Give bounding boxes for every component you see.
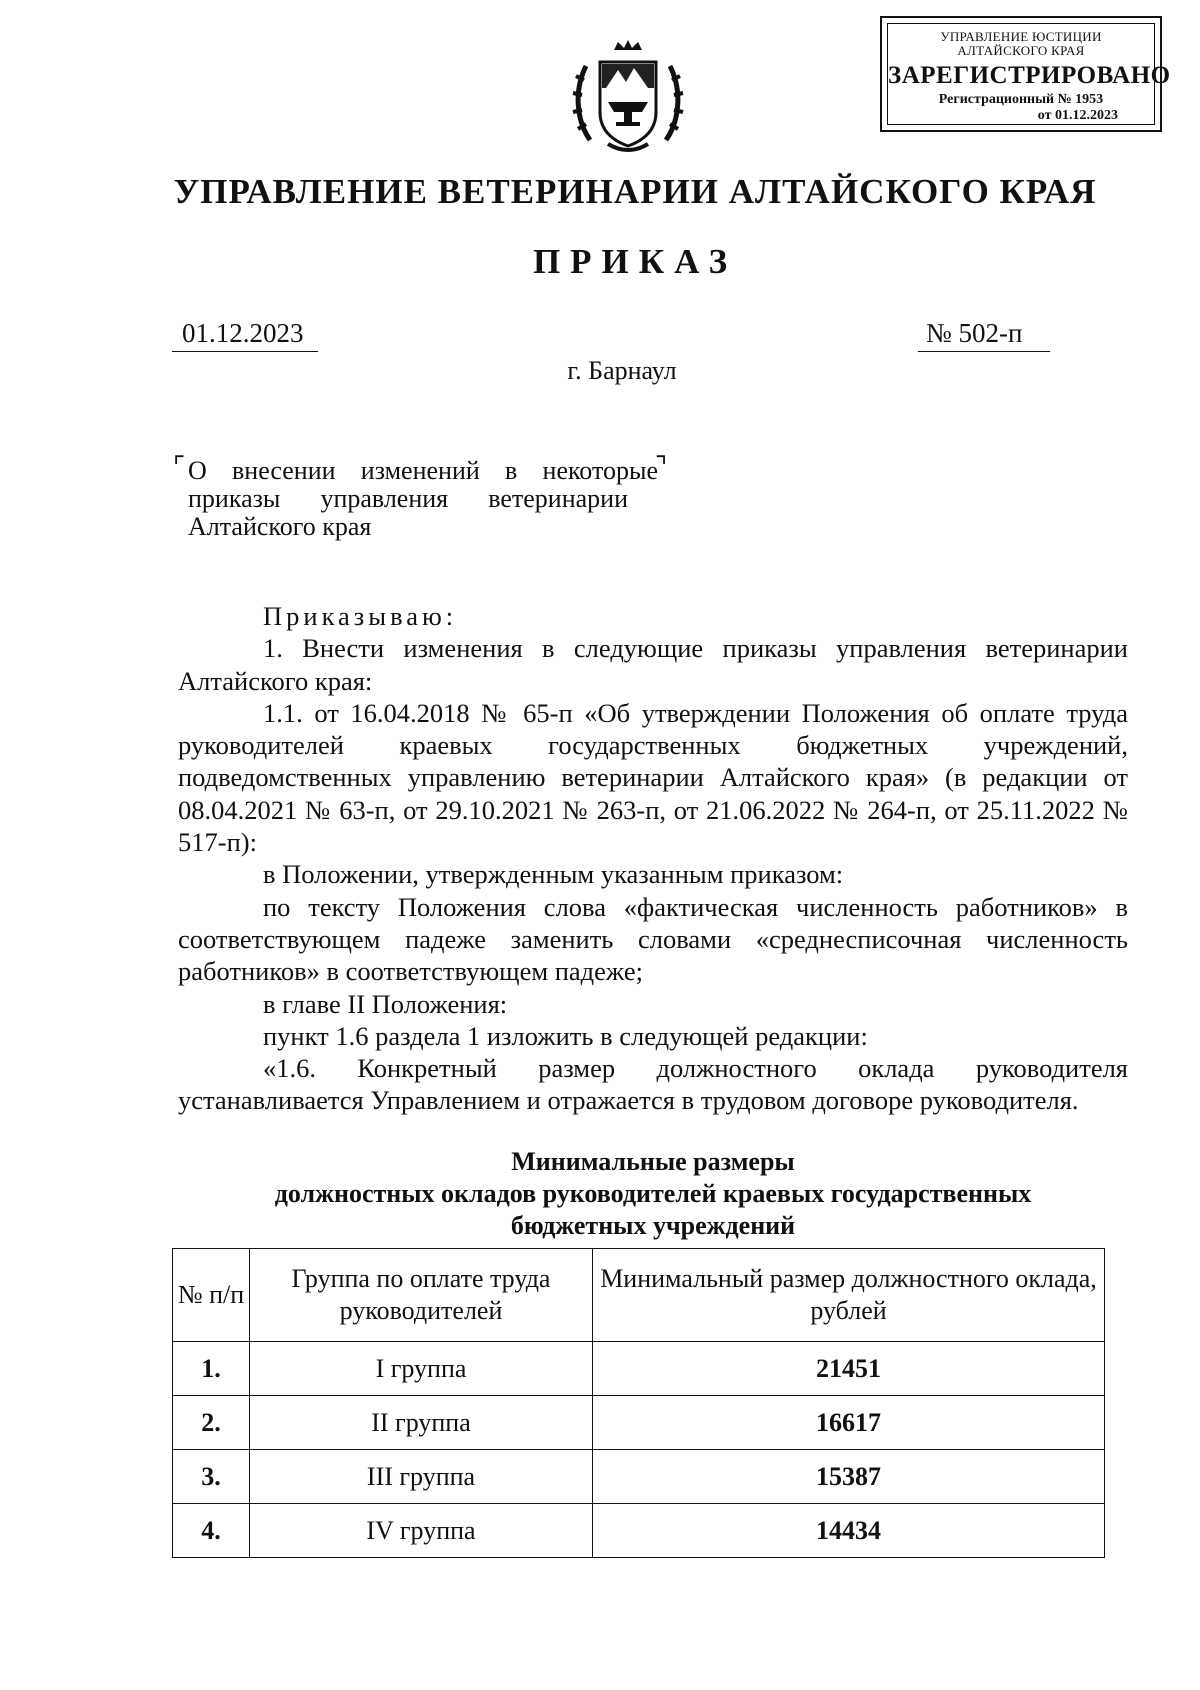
stamp-registration-date: от 01.12.2023 (1037, 108, 1118, 123)
table-row (173, 1342, 1105, 1396)
row-group: IV группа (250, 1504, 593, 1558)
subject-line-2: приказы управления ветеринарии (188, 484, 628, 513)
row-group: I группа (250, 1342, 593, 1396)
document-date: 01.12.2023 (172, 318, 318, 352)
row-group: III группа (250, 1450, 593, 1504)
body-paragraph-3: в Положении, утвержденным указанным приказом: (263, 859, 844, 890)
body-paragraph-7: «1.6. Конкретный размер должностного оклада руководителя устанавливается Управлением и отражается в трудовом договоре руководителя. (178, 1053, 1128, 1116)
table-title (178, 1146, 1128, 1242)
row-salary: 16617 (593, 1396, 1105, 1450)
registration-stamp (880, 16, 1171, 132)
stamp-inner-frame (887, 23, 1171, 125)
document-body (178, 600, 1128, 1117)
salary-table (172, 1248, 1105, 1558)
table-header-row (173, 1249, 1105, 1342)
row-salary: 21451 (593, 1342, 1105, 1396)
body-paragraph-6: пункт 1.6 раздела 1 изложить в следующей редакции: (263, 1020, 868, 1051)
stamp-status: ЗАРЕГИСТРИРОВАНО (888, 62, 1171, 89)
header-salary: Минимальный размер должностного оклада, рублей (593, 1249, 1105, 1342)
row-salary: 14434 (593, 1504, 1105, 1558)
coat-of-arms-emblem-icon (568, 40, 688, 158)
row-number: 4. (173, 1504, 250, 1558)
body-paragraph-4: по тексту Положения слова «фактическая численность работников» в соответствующем падеже заменить словами «среднесписочная численность работников» в соответствующем падеже; (178, 891, 1128, 987)
header-group: Группа по оплате труда руководителей (250, 1249, 593, 1342)
row-group: II группа (250, 1396, 593, 1450)
stamp-agency-line1: УПРАВЛЕНИЕ ЮСТИЦИИ (940, 29, 1102, 44)
row-salary: 15387 (593, 1450, 1105, 1504)
agency-title: УПРАВЛЕНИЕ ВЕТЕРИНАРИИ АЛТАЙСКОГО КРАЯ (173, 172, 1097, 211)
table-title-line-1: Минимальные размеры (511, 1147, 795, 1176)
subject-line-1: О внесении изменений в некоторые (188, 456, 658, 485)
body-paragraph-1-1: 1.1. от 16.04.2018 № 65-п «Об утверждении Положения об оплате труда руководителей краевых государственных бюджетных учреждений, подведомственных управлению ветеринарии Алтайского края» (в редакции от 08.04.2021 № 63-п, от 29.10.2021 № 263-п, от 21.06.2022 № 264-п, от 25.11.2022 № 517-п): (178, 697, 1128, 858)
table-row (173, 1504, 1105, 1558)
stamp-agency-line2: АЛТАЙСКОГО КРАЯ (957, 43, 1085, 58)
document-number: № 502-п (918, 318, 1050, 352)
document-type-title: ПРИКАЗ (532, 242, 738, 281)
table-title-line-3: бюджетных учреждений (510, 1211, 796, 1240)
row-number: 3. (173, 1450, 250, 1504)
document-subject (188, 457, 658, 541)
body-paragraph-1: 1. Внести изменения в следующие приказы управления ветеринарии Алтайского края: (178, 633, 1128, 696)
table-row (173, 1396, 1105, 1450)
row-number: 1. (173, 1342, 250, 1396)
subject-line-3: Алтайского края (188, 512, 372, 541)
header-number: № п/п (173, 1249, 250, 1342)
table-row (173, 1450, 1105, 1504)
subject-bracket-left-icon: ⌜ (173, 452, 186, 481)
subject-bracket-right-icon: ⌝ (655, 452, 668, 481)
stamp-registration-number: Регистрационный № 1953 (938, 92, 1104, 107)
table-title-line-2: должностных окладов руководителей краевых государственных (274, 1179, 1032, 1208)
body-paragraph-5: в главе II Положения: (263, 988, 508, 1019)
row-number: 2. (173, 1396, 250, 1450)
document-city: г. Барнаул (567, 356, 677, 385)
body-paragraph-order: Приказываю: (263, 601, 458, 631)
